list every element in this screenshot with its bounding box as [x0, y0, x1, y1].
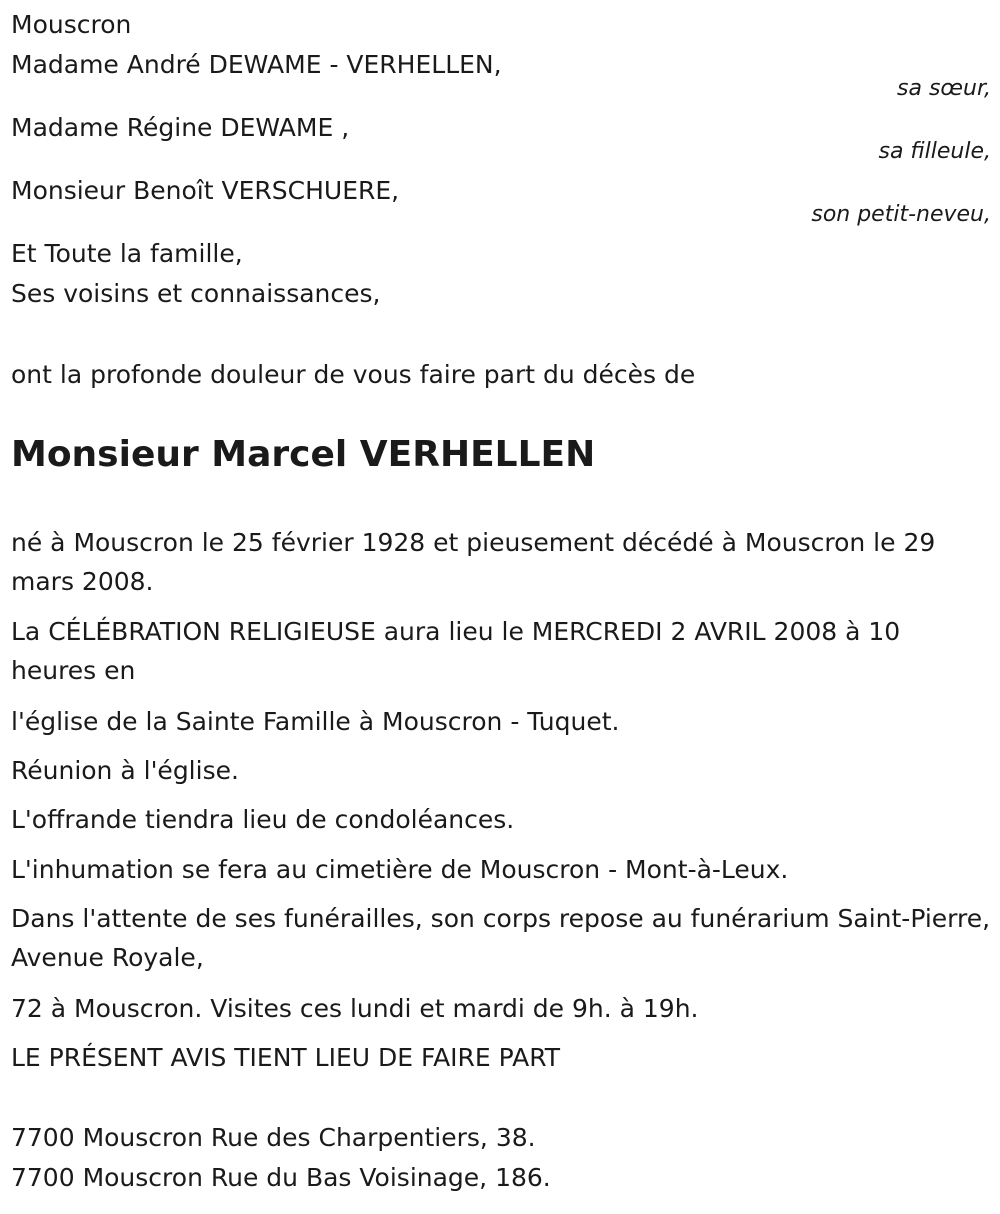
offering-paragraph: L'offrande tiendra lieu de condoléances.	[11, 805, 515, 834]
family-member-name: Madame André DEWAME - VERHELLEN,	[11, 50, 502, 79]
rest-paragraph: Dans l'attente de ses funérailles, son corps repose au funérarium Saint-Pierre, Avenue Royale,	[11, 904, 991, 972]
family-member-relation: sa sœur,	[897, 76, 991, 101]
family-member-name: Monsieur Benoît VERSCHUERE,	[11, 176, 400, 205]
church-paragraph: l'église de la Sainte Famille à Mouscron - Tuquet.	[11, 707, 620, 736]
announcement-text: ont la profonde douleur de vous faire part du décès de	[11, 360, 696, 389]
birth-death-paragraph: né à Mouscron le 25 février 1928 et pieusement décédé à Mouscron le 29 mars 2008.	[11, 528, 936, 596]
family-member-relation: son petit-neveu,	[811, 202, 991, 227]
notice-paragraph: LE PRÉSENT AVIS TIENT LIEU DE FAIRE PART	[11, 1043, 561, 1072]
neighbours-line: Ses voisins et connaissances,	[11, 279, 381, 308]
whole-family-line: Et Toute la famille,	[11, 239, 243, 268]
burial-paragraph: L'inhumation se fera au cimetière de Mouscron - Mont-à-Leux.	[11, 855, 789, 884]
address-line: 7700 Mouscron Rue des Charpentiers, 38.	[11, 1123, 536, 1152]
meeting-paragraph: Réunion à l'église.	[11, 756, 239, 785]
ceremony-paragraph: La CÉLÉBRATION RELIGIEUSE aura lieu le MERCREDI 2 AVRIL 2008 à 10 heures en	[11, 617, 901, 685]
place-heading: Mouscron	[11, 10, 132, 39]
deceased-name: Monsieur Marcel VERHELLEN	[11, 434, 596, 475]
family-member-relation: sa filleule,	[878, 139, 991, 164]
address-line: 7700 Mouscron Rue du Bas Voisinage, 186.	[11, 1163, 551, 1192]
visits-paragraph: 72 à Mouscron. Visites ces lundi et mardi de 9h. à 19h.	[11, 994, 699, 1023]
obituary-notice	[11, 0, 991, 1214]
family-member-name: Madame Régine DEWAME ,	[11, 113, 350, 142]
